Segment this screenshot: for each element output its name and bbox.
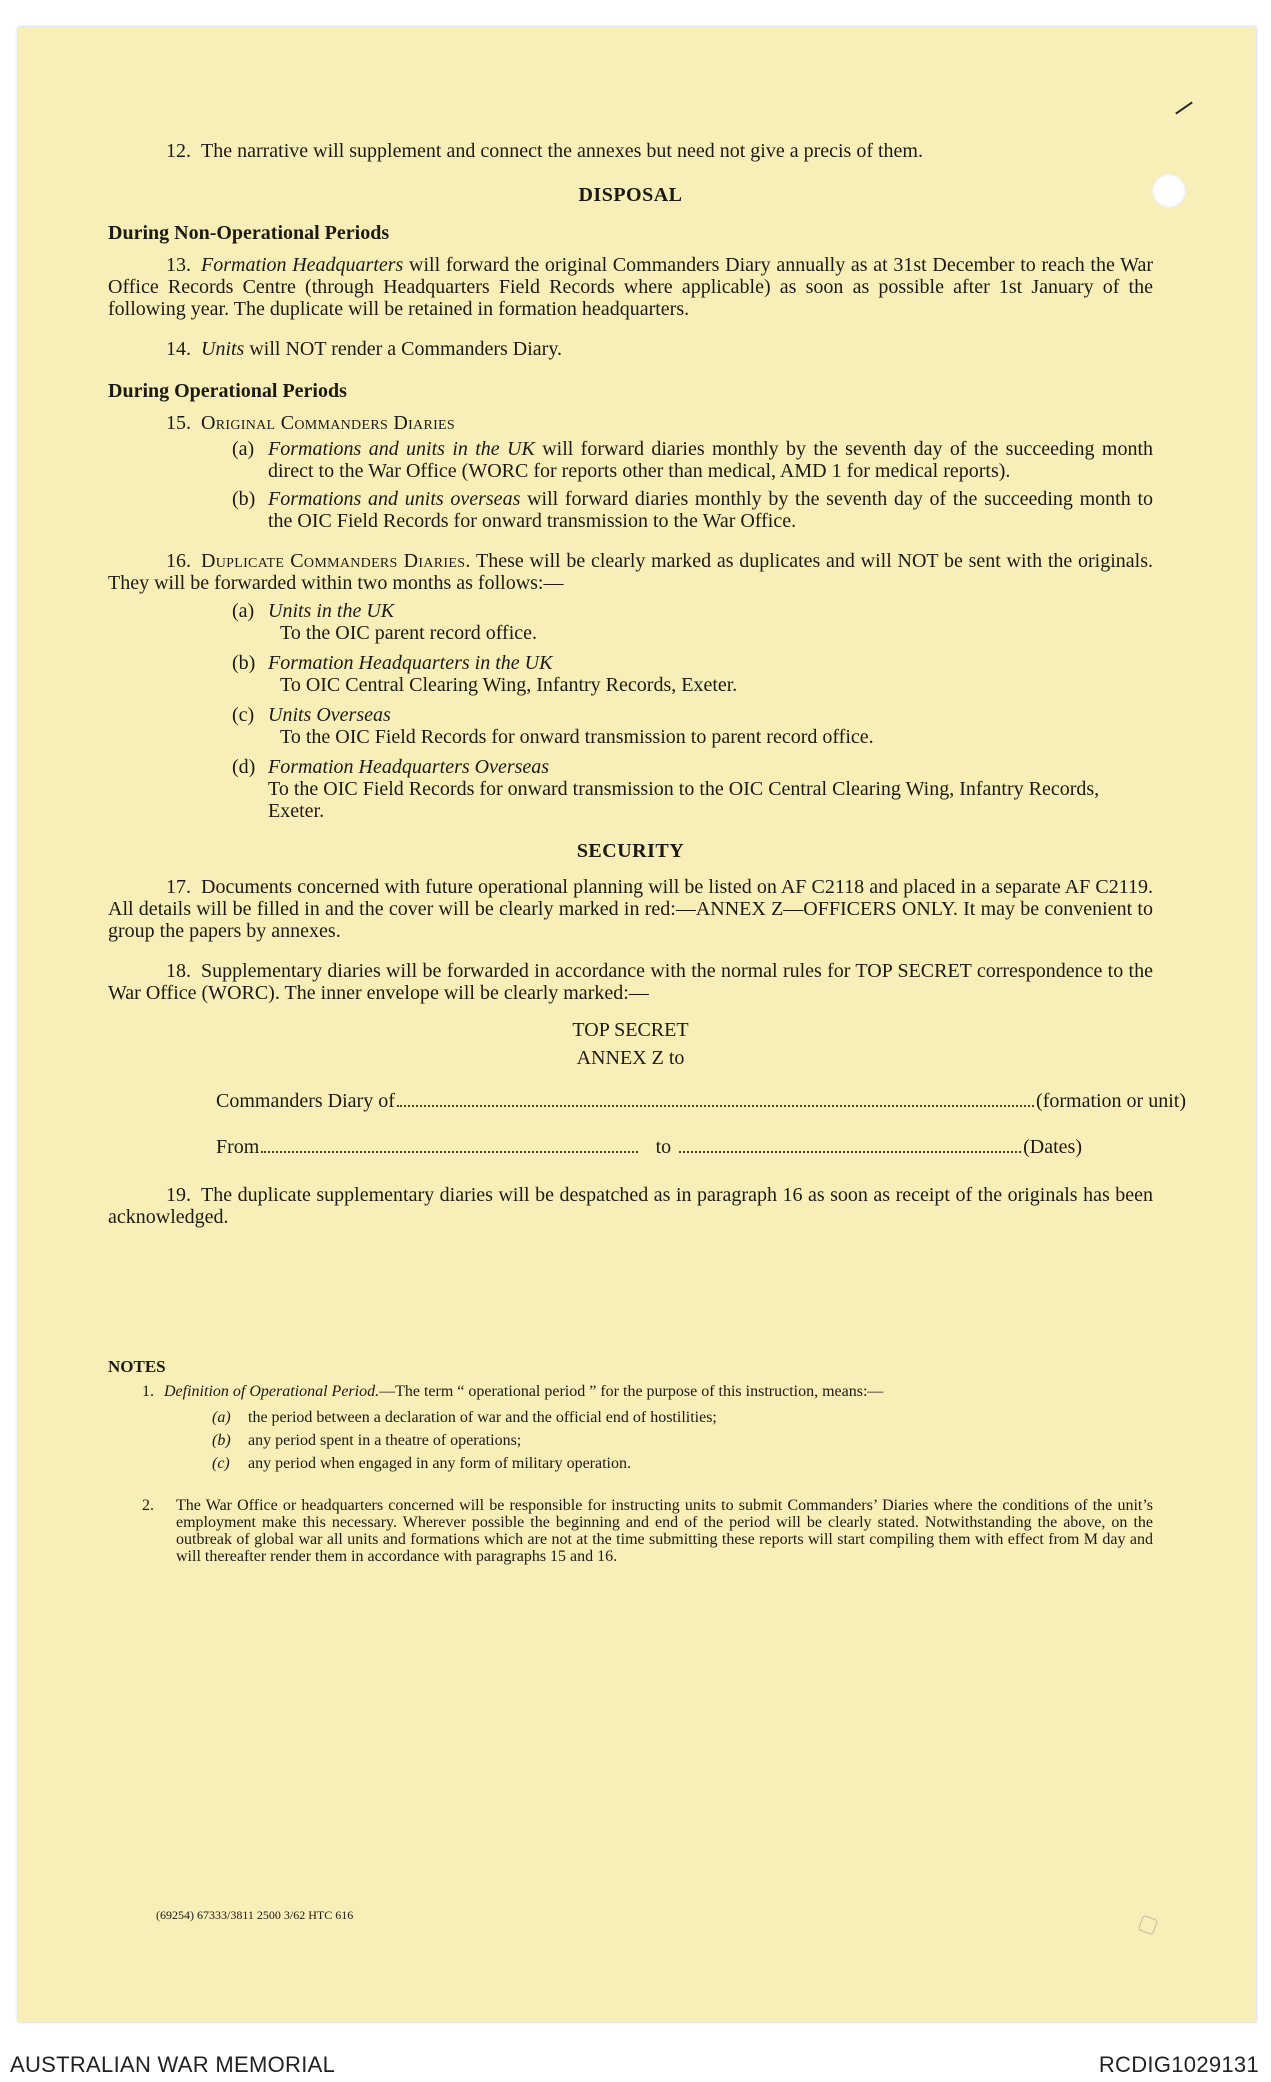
from-date-field[interactable]: [261, 1150, 637, 1153]
list-item: [108, 756, 1153, 778]
paragraph-12-text: The narrative will supplement and connect the annexes but need not give a precis of them.: [201, 140, 923, 162]
paragraph-13-text: will forward the original Commanders Diary annually as at 31st December to reach the War Office Records Centre (through Headquarters Field Records where applicable) as soon as possible after 1st January of the following year. The duplicate will be retained in formation headquarters.: [108, 254, 1153, 320]
paragraph-16-text: These will be clearly marked as duplicates and will NOT be sent with the originals. They will be forwarded within two months as follows:—: [108, 550, 1153, 594]
note-1-list: [108, 1406, 1153, 1475]
note-1-text: —The term “ operational period ” for the purpose of this instruction, means:—: [379, 1383, 884, 1400]
paragraph-13-lead: Formation Headquarters: [201, 254, 404, 276]
item-lead: Formations and units overseas: [268, 488, 521, 510]
item-text: To the OIC Field Records for onward transmission to the OIC Central Clearing Wing, Infantry Records, Exeter.: [268, 778, 1100, 822]
item-lead: Formation Headquarters Overseas: [268, 756, 550, 778]
paragraph-19-text: The duplicate supplementary diaries will be despatched as in paragraph 16 as soon as receipt of the originals has been acknowledged.: [108, 1184, 1153, 1228]
pen-tick-mark: [1175, 101, 1193, 114]
punch-hole: [1152, 174, 1186, 208]
operational-heading: During Operational Periods: [108, 380, 347, 402]
list-item: [108, 488, 1153, 532]
item-lead: Units Overseas: [268, 704, 391, 726]
paragraph-16: 16. Duplicate Commanders Diaries. These will be clearly marked as duplicates and will NOT be sent with the originals. They will be forwarded within two months as follows:—: [108, 550, 1153, 594]
item-text: To OIC Central Clearing Wing, Infantry Records, Exeter.: [280, 674, 738, 696]
item-text: will forward diaries monthly by the seventh day of the succeeding month direct to the War Office (WORC for reports other than medical, AMD 1 for medical reports).: [268, 438, 1154, 482]
list-item: [108, 652, 1153, 674]
item-label: (d): [232, 756, 256, 778]
item-text: the period between a declaration of war and the official end of hostilities;: [248, 1409, 717, 1426]
dates-line: [108, 1136, 1082, 1158]
paragraph-12: 12. The narrative will supplement and connect the annexes but need not give a precis of them.: [166, 140, 923, 162]
paragraph-15: 15. Original Commanders Diaries: [166, 412, 455, 434]
item-text: To the OIC Field Records for onward transmission to parent record office.: [280, 726, 874, 748]
list-item: [108, 704, 1153, 726]
paragraph-14-text: will NOT render a Commanders Diary.: [249, 338, 563, 360]
item-label: (b): [232, 488, 256, 510]
print-code: (69254) 67333/3811 2500 3/62 HTC 616: [156, 1908, 354, 1922]
paragraph-13: 13. Formation Headquarters will forward the original Commanders Diary annually as at 31st December to reach the War Office Records Centre (through Headquarters Field Records where applicable) as soon as possible after 1st January of the following year. The duplicate will be retained in formation headquarters.: [108, 254, 1153, 320]
item-label: (a): [232, 438, 255, 460]
to-date-field[interactable]: [679, 1150, 1021, 1153]
from-label: From: [216, 1136, 260, 1158]
item-text: will forward diaries monthly by the seventh day of the succeeding month to the OIC Field Records for onward transmission to the War Office.: [268, 488, 1154, 532]
note-2-text: The War Office or headquarters concerned will be responsible for instructing units to submit Commanders’ Diaries where the conditions of the unit’s employment make this necessary. Wherever possible the beginning and end of the period will be clearly stated. Notwithstanding the above, on the outbreak of global war all units and formations which are not at the time submitting these reports will start compiling them with effect from M day and will thereafter render them in accordance with paragraphs 15 and 16.: [176, 1497, 1153, 1565]
paper-blemish: [1138, 1915, 1159, 1936]
disposal-heading: DISPOSAL: [578, 184, 683, 206]
notes-heading: NOTES: [108, 1357, 166, 1376]
dates-suffix: (Dates): [1023, 1136, 1082, 1158]
item-label: (a): [232, 600, 255, 622]
diary-of-field[interactable]: [397, 1104, 1034, 1107]
item-label: (c): [232, 704, 255, 726]
diary-of-label: Commanders Diary of: [216, 1090, 395, 1112]
item-label: (b): [232, 652, 256, 674]
item-text: any period when engaged in any form of military operation.: [248, 1455, 631, 1472]
envelope-marking: [108, 1016, 1153, 1072]
archive-name: AUSTRALIAN WAR MEMORIAL: [10, 2052, 336, 2077]
paragraph-18: 18. Supplementary diaries will be forwarded in accordance with the normal rules for TOP SECRET correspondence to the War Office (WORC). The inner envelope will be clearly marked:—: [108, 960, 1153, 1004]
notes-section: [108, 1358, 1153, 1565]
paragraph-15-title: Original Commanders Diaries: [201, 412, 455, 434]
paragraph-18-text: Supplementary diaries will be forwarded in accordance with the normal rules for TOP SECRET correspondence to the War Office (WORC). The inner envelope will be clearly marked:—: [108, 960, 1153, 1004]
item-text: any period spent in a theatre of operations;: [248, 1432, 522, 1449]
item-lead: Formation Headquarters in the UK: [268, 652, 553, 674]
paragraph-14-lead: Units: [201, 338, 245, 360]
list-item: [108, 438, 1153, 482]
item-label: (c): [212, 1455, 230, 1472]
item-label: (b): [212, 1432, 231, 1449]
note-2: 2. The War Office or headquarters concerned will be responsible for instructing units to submit Commanders’ Diaries where the conditions of the unit’s employment make this necessary. Wherever possible the beginning and end of the period will be clearly stated. Notwithstanding the above, on the outbreak of global war all units and formations which are not at the time submitting these reports will start compiling them with effect from M day and will thereafter render them in accordance with paragraphs 15 and 16.: [142, 1497, 1153, 1565]
to-label: to: [655, 1136, 672, 1158]
archive-id: RCDIG1029131: [1098, 2052, 1259, 2077]
item-lead: Formations and units in the UK: [268, 438, 535, 460]
note-1: 1. Definition of Operational Period.—The term “ operational period ” for the purpose of this instruction, means:—: [142, 1383, 884, 1400]
list-item: [108, 600, 1153, 622]
diary-of-line: [108, 1090, 1186, 1112]
paragraph-17-text: Documents concerned with future operational planning will be listed on AF C2118 and placed in a separate AF C2119. All details will be filled in and the cover will be clearly marked in red:—ANNEX Z—OFFICERS ONLY. It may be convenient to group the papers by annexes.: [108, 876, 1153, 942]
note-1-lead: Definition of Operational Period.: [164, 1383, 380, 1400]
paragraph-14: 14. Units will NOT render a Commanders Diary.: [166, 338, 563, 360]
paragraph-19: 19. The duplicate supplementary diaries will be despatched as in paragraph 16 as soon as receipt of the originals has been acknowledged.: [108, 1184, 1153, 1228]
item-label: (a): [212, 1409, 231, 1426]
diary-of-suffix: (formation or unit): [1036, 1090, 1186, 1112]
non-operational-heading: During Non-Operational Periods: [108, 222, 390, 244]
item-text: To the OIC parent record office.: [280, 622, 538, 644]
list-item: [212, 1406, 1153, 1429]
list-item: [212, 1429, 1153, 1452]
marking-line-2: ANNEX Z to: [576, 1047, 685, 1069]
marking-line-1: TOP SECRET: [572, 1019, 689, 1041]
paragraph-17: 17. Documents concerned with future operational planning will be listed on AF C2118 and placed in a separate AF C2119. All details will be filled in and the cover will be clearly marked in red:—ANNEX Z—OFFICERS ONLY. It may be convenient to group the papers by annexes.: [108, 876, 1153, 942]
list-item: [212, 1452, 1153, 1475]
item-lead: Units in the UK: [268, 600, 395, 622]
paragraph-16-title: Duplicate Commanders Diaries.: [201, 550, 471, 572]
security-heading: SECURITY: [576, 840, 685, 862]
document-body: [108, 140, 1186, 1565]
